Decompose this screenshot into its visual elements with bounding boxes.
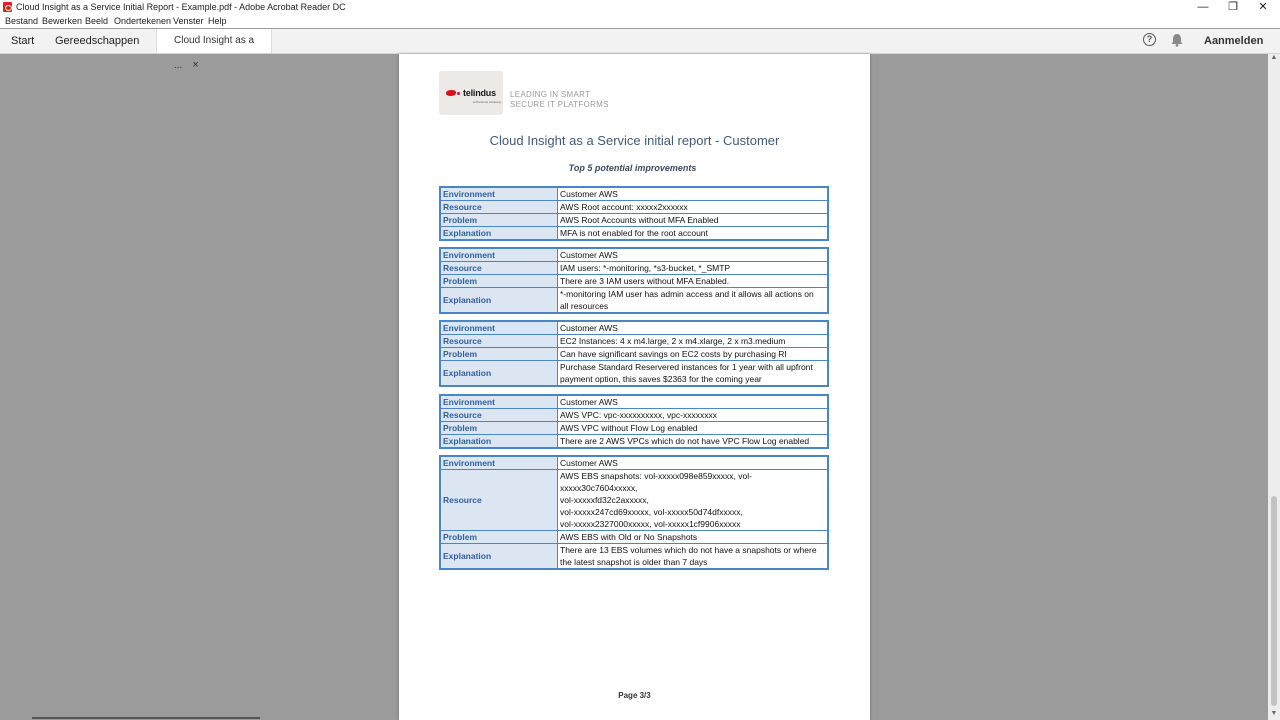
menu-bestand[interactable]: Bestand [5, 16, 39, 26]
row-value [558, 544, 829, 570]
scroll-up-icon[interactable]: ▲ [1270, 54, 1278, 61]
row-label: Environment [440, 321, 558, 335]
telindus-logo [439, 71, 503, 115]
tab-tools[interactable]: Gereedschappen [55, 35, 140, 47]
value-line: Purchase Standard Reservered instances for 1 year with all upfront [560, 362, 813, 372]
tab-bar [0, 29, 1280, 71]
table-row [440, 201, 828, 214]
notification-bell-icon[interactable] [1171, 33, 1183, 47]
row-value: AWS VPC: vpc-xxxxxxxxxx, vpc-xxxxxxxx [558, 409, 829, 422]
value-line: There are 13 EBS volumes which do not have a snapshots or where [560, 545, 817, 555]
row-value: IAM users: *-monitoring, *s3-bucket, *_SMTP [558, 262, 829, 275]
report-title: Cloud Insight as a Service initial report - Customer [489, 133, 780, 148]
row-value: Can have significant savings on EC2 costs by purchasing RI [558, 348, 829, 361]
row-value: EC2 Instances: 4 x m4.large, 2 x m4.xlarge, 2 x m3.medium [558, 335, 829, 348]
row-label: Problem [440, 214, 558, 227]
table-row [440, 361, 828, 387]
improvement-table [439, 394, 829, 449]
telindus-logo-dot [457, 92, 460, 95]
table-row [440, 187, 828, 201]
logo-subtext: a Proximus company [473, 100, 502, 104]
row-label: Problem [440, 275, 558, 288]
improvement-table [439, 247, 829, 314]
table-row [440, 288, 828, 314]
row-label: Environment [440, 248, 558, 262]
section-heading: Top 5 potential improvements [568, 163, 697, 173]
table-row [440, 335, 828, 348]
value-line: all resources [560, 301, 609, 311]
table-row [440, 470, 828, 531]
improvement-table [439, 320, 829, 387]
menu-bar [0, 15, 1280, 28]
page-number: Page 3/3 [618, 691, 651, 700]
acrobat-icon [3, 2, 12, 12]
row-value: AWS VPC without Flow Log enabled [558, 422, 829, 435]
menu-beeld[interactable]: Beeld [85, 16, 109, 26]
row-value: Customer AWS [558, 248, 829, 262]
value-line: *-monitoring IAM user has admin access and it allows all actions on [560, 289, 814, 299]
row-label: Resource [440, 262, 558, 275]
help-icon[interactable]: ? [1143, 33, 1156, 46]
tab-close-icon[interactable]: × [192, 59, 199, 71]
row-value: Customer AWS [558, 321, 829, 335]
horizontal-scroll-indicator [32, 717, 260, 719]
vertical-scrollbar[interactable] [1268, 54, 1280, 720]
table-row [440, 321, 828, 335]
logo-name: telindus [463, 88, 496, 98]
row-label: Explanation [440, 361, 558, 387]
table-row [440, 456, 828, 470]
row-value: There are 3 IAM users without MFA Enabled. [558, 275, 829, 288]
value-line: vol-xxxxx2327000xxxxx, vol-xxxxx1cf9906xxxxx [560, 519, 741, 529]
tab-start[interactable]: Start [11, 35, 35, 47]
row-value: AWS EBS with Old or No Snapshots [558, 531, 829, 544]
table-row [440, 409, 828, 422]
value-line: AWS EBS snapshots: vol-xxxxx098e859xxxxx, vol-xxxxx30c7604xxxxx, [560, 471, 752, 493]
table-row [440, 275, 828, 288]
row-value: MFA is not enabled for the root account [558, 227, 829, 241]
table-row [440, 531, 828, 544]
scroll-down-icon[interactable]: ▼ [1270, 710, 1278, 717]
restore-button[interactable]: ❐ [1228, 1, 1238, 13]
document-page [399, 54, 870, 720]
row-label: Explanation [440, 435, 558, 449]
improvement-table [439, 455, 829, 570]
table-row [440, 248, 828, 262]
table-row [440, 262, 828, 275]
minimize-button[interactable]: — [1197, 1, 1209, 13]
row-label: Explanation [440, 227, 558, 241]
row-label: Environment [440, 187, 558, 201]
logo-tagline [510, 90, 609, 110]
table-row [440, 214, 828, 227]
table-row [440, 544, 828, 570]
value-line: vol-xxxxx247cd69xxxxx, vol-xxxxx50d74dfxxxxx, [560, 507, 743, 517]
row-value: Customer AWS [558, 395, 829, 409]
row-label: Environment [440, 395, 558, 409]
table-row [440, 422, 828, 435]
row-label: Problem [440, 531, 558, 544]
row-label: Resource [440, 335, 558, 348]
row-value: Customer AWS [558, 187, 829, 201]
value-line: vol-xxxxxfd32c2axxxxx, [560, 495, 649, 505]
row-label: Resource [440, 201, 558, 214]
window-title: Cloud Insight as a Service Initial Report - Example.pdf - Adobe Acrobat Reader DC [16, 2, 346, 12]
row-label: Resource [440, 409, 558, 422]
row-value: There are 2 AWS VPCs which do not have VPC Flow Log enabled [558, 435, 829, 449]
improvement-table [439, 186, 829, 241]
row-value [558, 361, 829, 387]
row-label: Resource [440, 470, 558, 531]
row-value: Customer AWS [558, 456, 829, 470]
table-row [440, 395, 828, 409]
sign-in-link[interactable]: Aanmelden [1204, 35, 1264, 47]
menu-ondertekenen[interactable]: Ondertekenen [114, 16, 172, 26]
value-line: the latest snapshot is older than 7 days [560, 557, 708, 567]
telindus-logo-mark [446, 90, 456, 96]
value-line: payment option, this saves $2363 for the coming year [560, 374, 762, 384]
row-value: AWS Root account: xxxxx2xxxxxx [558, 201, 829, 214]
tab-document-label: Cloud Insight as a ... [174, 35, 255, 71]
table-row [440, 227, 828, 241]
tab-document[interactable] [156, 29, 272, 71]
row-value: AWS Root Accounts without MFA Enabled [558, 214, 829, 227]
row-value [558, 288, 829, 314]
close-window-button[interactable]: ✕ [1258, 1, 1268, 13]
row-label: Problem [440, 422, 558, 435]
row-label: Environment [440, 456, 558, 470]
menu-bewerken[interactable]: Bewerken [42, 16, 83, 26]
table-row [440, 348, 828, 361]
scroll-thumb[interactable] [1271, 496, 1277, 706]
tagline-line: LEADING IN SMART [510, 90, 591, 99]
row-value [558, 470, 829, 531]
title-bar [0, 0, 1280, 15]
row-label: Problem [440, 348, 558, 361]
row-label: Explanation [440, 288, 558, 314]
menu-venster[interactable]: Venster [173, 16, 204, 26]
menu-help[interactable]: Help [208, 16, 227, 26]
table-row [440, 435, 828, 449]
tagline-line: SECURE IT PLATFORMS [510, 100, 609, 109]
row-label: Explanation [440, 544, 558, 570]
